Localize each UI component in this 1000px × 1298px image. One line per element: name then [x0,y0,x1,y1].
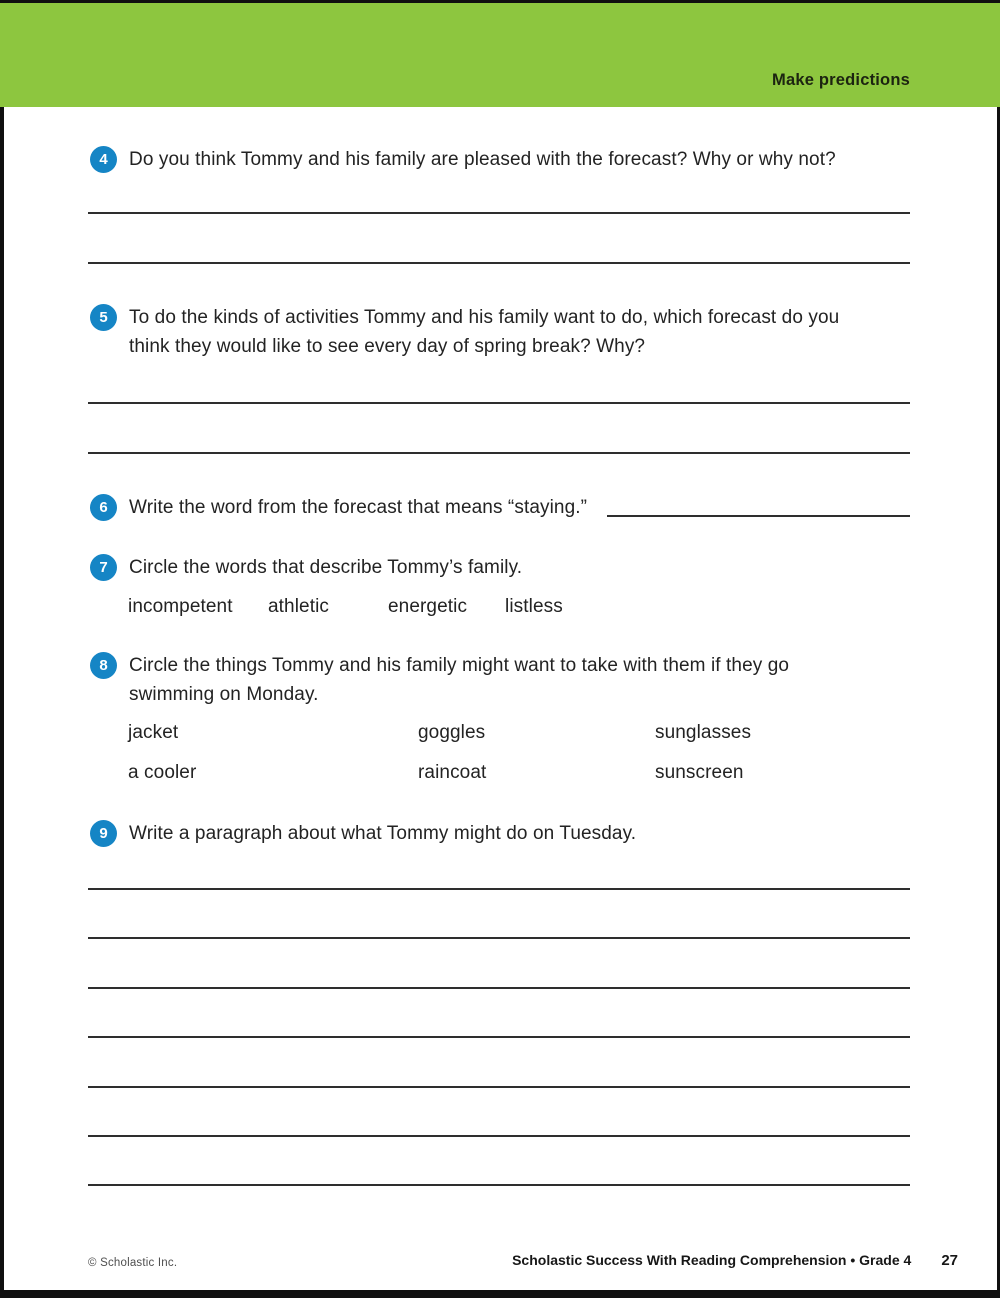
answer-line [88,987,910,989]
question-5 [90,303,920,361]
answer-line [88,1184,910,1186]
question-number-badge: 9 [90,820,117,847]
question-number-badge: 8 [90,652,117,679]
question-text-line: To do the kinds of activities Tommy and his family want to do, which forecast do you [129,307,840,328]
question-number-badge: 7 [90,554,117,581]
answer-line [88,262,910,264]
answer-line [88,212,910,214]
question-text-line: swimming on Monday. [129,684,319,705]
question-6 [90,493,910,522]
word-choice: energetic [388,596,468,617]
question-text [129,303,839,361]
answer-line [88,1135,910,1137]
word-choice: jacket [128,722,179,743]
question-text: Write the word from the forecast that means “staying.” [129,497,588,518]
answer-line [88,937,910,939]
question-9 [90,819,920,848]
answer-line-inline [607,493,910,517]
word-choice: a cooler [128,762,197,783]
footer-right [512,1252,958,1269]
word-choice: goggles [418,722,486,743]
question-number-badge: 5 [90,304,117,331]
question-number-badge: 6 [90,494,117,521]
question-7 [90,553,920,582]
question-text-line: Circle the things Tommy and his family might want to take with them if they go [129,655,790,676]
answer-line [88,1036,910,1038]
answer-line [88,1086,910,1088]
question-8 [90,651,920,709]
question-number-badge: 4 [90,146,117,173]
question-text-line: think they would like to see every day of spring break? Why? [129,336,646,357]
word-choice: raincoat [418,762,487,783]
word-choice: sunglasses [655,722,752,743]
answer-line [88,452,910,454]
word-choice: sunscreen [655,762,744,783]
question-text [129,651,789,709]
word-choice: incompetent [128,596,233,617]
paper-background [4,3,997,1290]
header-band [0,3,1000,107]
answer-line [88,888,910,890]
word-choice: listless [505,596,563,617]
question-text: Do you think Tommy and his family are pleased with the forecast? Why or why not? [129,149,836,170]
answer-line [88,402,910,404]
question-text: Circle the words that describe Tommy’s family. [129,557,523,578]
copyright-notice: © Scholastic Inc. [88,1257,178,1269]
question-4 [90,145,920,174]
question-text: Write a paragraph about what Tommy might do on Tuesday. [129,823,637,844]
word-choice: athletic [268,596,330,617]
book-title: Scholastic Success With Reading Comprehension • Grade 4 [512,1252,912,1268]
page-number: 27 [941,1252,958,1269]
page-topic-label: Make predictions [772,71,910,89]
